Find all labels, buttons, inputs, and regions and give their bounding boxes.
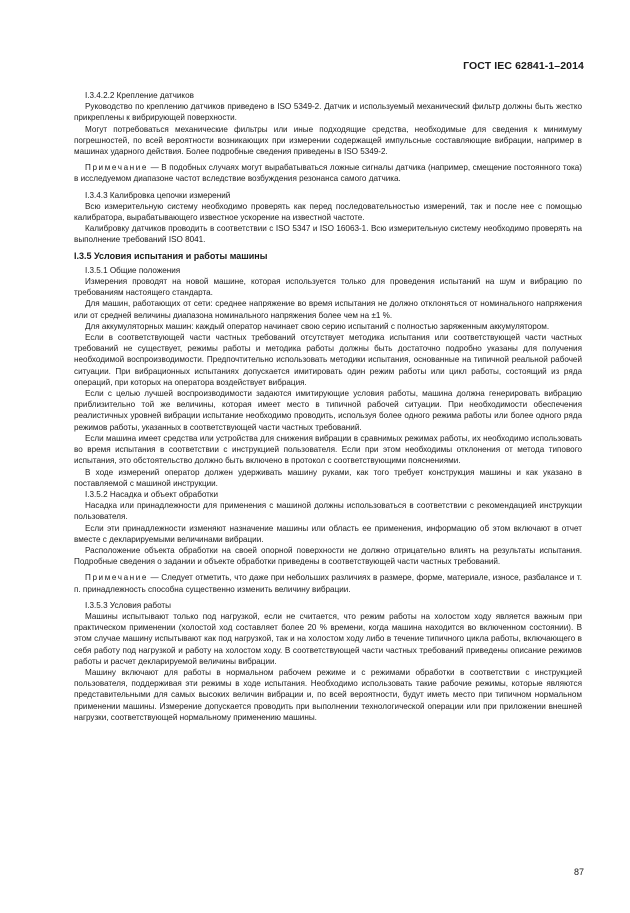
document-body bbox=[74, 90, 582, 723]
paragraph: Руководство по креплению датчиков приведено в ISO 5349-2. Датчик и используемый механический фильтр должны быть жестко прикреплены к вибрирующей поверхности. bbox=[74, 102, 582, 123]
paragraph: Для аккумуляторных машин: каждый оператор начинает свою серию испытаний с полностью заряженным аккумулятором. bbox=[85, 321, 550, 331]
paragraph: Если эти принадлежности изменяют назначение машины или область ее применения, информацию об этом включают в отчет вместе с декларируемыми величинами вибрации. bbox=[74, 523, 582, 544]
note-text: — В подобных случаях могут вырабатываться ложные сигналы датчика (например, смещение постоянного тока) в исследуемом диапазоне частот вследствие возбуждения резонанса самого датчика. bbox=[74, 163, 582, 184]
subsection-heading: I.3.5.2 Насадка и объект обработки bbox=[85, 489, 218, 499]
note-text: — Следует отметить, что даже при небольших различиях в размере, форме, материале, износе, разбалансе и т. п. принадлежность способна существенно изменить величину вибрации. bbox=[74, 573, 582, 594]
paragraph: Насадка или принадлежности для применения с машиной должны использоваться в соответствии с рекомендацией инструкции пользователя. bbox=[74, 501, 582, 522]
document-header: ГОСТ IEC 62841-1–2014 bbox=[463, 60, 584, 72]
subsection-heading: I.3.5.3 Условия работы bbox=[85, 600, 171, 610]
paragraph: Если с целью лучшей воспроизводимости задаются имитирующие условия работы, машина должна генерировать вибрацию приблизительно той же величины, которая имеет место в типичной рабочей ситуации. При необходимости обеспечения реалистичных уровней вибрации испытание необходимо проводить, используя более одного режима работы или более одного ряда режимов работы, указанных в соответствующей части частных требований. bbox=[74, 389, 582, 432]
paragraph: Измерения проводят на новой машине, которая используется только для проведения испытаний на шум и вибрацию по требованиям настоящего стандарта. bbox=[74, 277, 582, 298]
paragraph: Для машин, работающих от сети: среднее напряжение во время испытания не должно отклоняться от номинального напряжения или от средней величины диапазона номинального напряжения более чем на ±1 %. bbox=[74, 299, 582, 320]
paragraph: Если в соответствующей части частных требований отсутствует методика испытания или соответствующей части частных требований не существует, режимы работы и методика работы должны быть достаточно подробно указаны для получения необходимой воспроизводимости. Предпочтительно использовать методики испытания, основанные на типичной реальной рабочей ситуации. При вибрационных испытаниях допускается имитировать один режим работы или цикл работы, состоящий из ряда операций, при которых на оператора воздействует вибрация. bbox=[74, 333, 582, 387]
note bbox=[74, 572, 582, 594]
paragraph: Могут потребоваться механические фильтры или иные подходящие средства, необходимые для сведения к минимуму погрешностей, по всей вероятности возникающих при измерении содержащей импульсные составляющие вибрации, например в машинах ударного действия. Более подробные сведения приведены в ISO 5349-2. bbox=[74, 124, 582, 157]
section-heading: I.3.5 Условия испытания и работы машины bbox=[74, 250, 268, 261]
paragraph: Расположение объекта обработки на своей опорной поверхности не должно отрицательно влиять на результаты испытания. Подробные сведения о задании и объекте обработки приведены в соответствующей части частных требований. bbox=[74, 545, 582, 567]
note-label: Примечание bbox=[85, 163, 149, 173]
paragraph: Всю измерительную систему необходимо проверять как перед последовательностью измерений, так и после нее с помощью калибратора, вырабатывающего известное ускорение на известной частоте. bbox=[74, 201, 582, 223]
paragraph: Если машина имеет средства или устройства для снижения вибрации в сравнимых режимах работы, их необходимо использовать во время испытания в соответствии с инструкцией пользователя. Если при этом необходимы отклонения от метода типового испытания, это обстоятельство должно быть включено в протокол с соответствующими пояснениями. bbox=[74, 433, 582, 466]
note bbox=[74, 162, 582, 184]
subsection-heading: I.3.4.2.2 Крепление датчиков bbox=[85, 91, 194, 100]
subsection-heading: I.3.4.3 Калибровка цепочки измерений bbox=[85, 190, 231, 200]
paragraph: Машины испытывают только под нагрузкой, если не считается, что режим работы на холостом ходу является важным при практическом применении (холостой ход составляет более 20 % времени, когда машина находится во включенном состоянии). В этом случае машину испытывают как под нагрузкой, так и на холостом ходу либо в течение типичного цикла работы, включающего в себя работу под нагрузкой и работу на холостом ходу. В соответствующей части частных требований приведены описание режимов работы и расчет декларируемой величины вибрации. bbox=[74, 611, 582, 666]
paragraph: Калибровку датчиков проводить в соответствии с ISO 5347 и ISO 16063-1. Всю измерительную систему необходимо проверять на выполнение требований ISO 8041. bbox=[74, 224, 582, 245]
subsection-heading: I.3.5.1 Общие положения bbox=[85, 265, 181, 275]
note-label: Примечание bbox=[85, 573, 149, 583]
page-number: 87 bbox=[573, 867, 584, 877]
paragraph: Машину включают для работы в нормальном рабочем режиме и с режимами обработки в соответствии с инструкцией пользователя, поддерживая эти режимы в ходе испытания. Необходимо использовать такие рабочие режимы, которые являются представительными для самых высоких величин вибрации и, по всей вероятности, будут иметь место при типичном нормальном применении машины. Измерение допускается проводить при выполнении технологической операции или при приложении внешней нагрузки, соответствующей нормальному применению машины. bbox=[74, 667, 582, 722]
paragraph: В ходе измерений оператор должен удерживать машину руками, как того требует конструкция машины и как указано в поставляемой с машиной инструкции. bbox=[74, 467, 582, 488]
